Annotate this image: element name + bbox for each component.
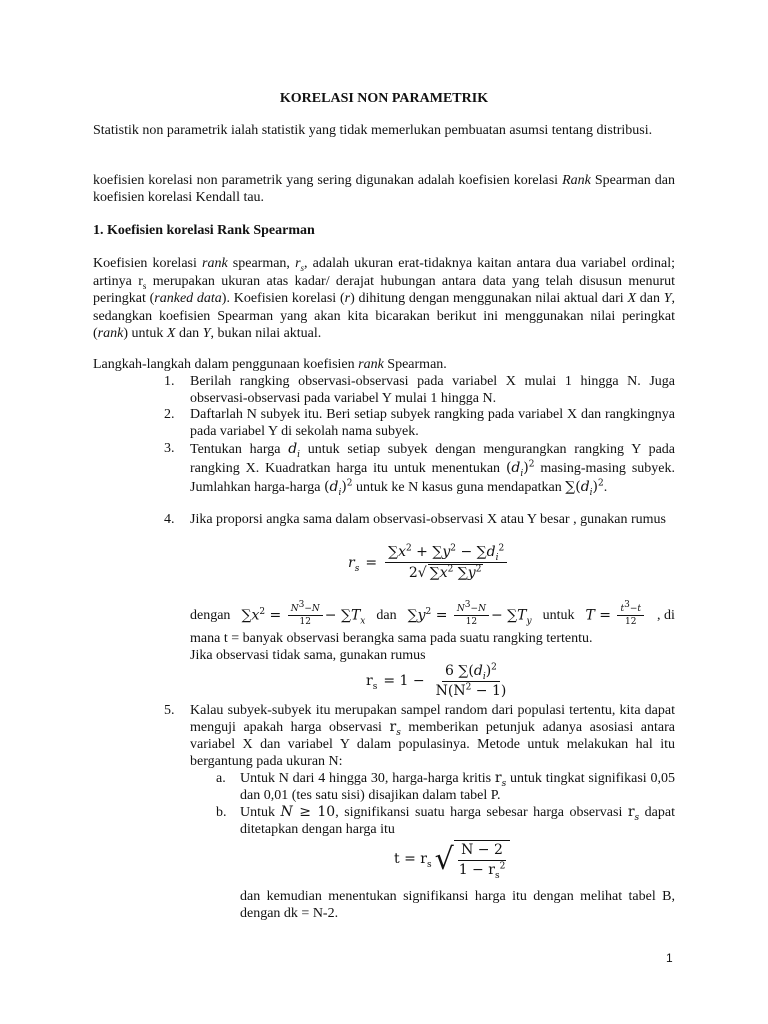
formula-sum-definitions: dengan $\sum x^2$ = $\frac{N^3-N}{12}$ − $\sum T_x$ dan $\sum y^2$ = $\frac{N^3-N}{12}$ − $\sum T_y$ untuk T = $\frac{t^3-t}{12}$ , di: [190, 600, 675, 627]
step-5-conclusion: dan kemudian menentukan signifikansi harga itu dengan melihat tabel B, dengan dk = N-2.: [240, 889, 675, 921]
step-number: 3.: [164, 441, 175, 456]
step-5-text: Kalau subyek-subyek itu merupakan sampel random dari populasi tertentu, kita dapat menguji apakah harga observasi $r_s$ memberikan petunjuk adanya asosiasi antara variabel X dan variabel Y dalam populasinya. Metode untuk melakukan hal itu bergantung pada ukuran N:: [190, 703, 675, 769]
paragraph-definition: Statistik non parametrik ialah statistik yang tidak memerlukan pembuatan asumsi tentang distribusi.: [93, 123, 653, 138]
page-number: 1: [666, 951, 673, 965]
paragraph-coefficients: koefisien korelasi non parametrik yang sering digunakan adalah koefisien korelasi Rank Spearman dan koefisien korelasi Kendall tau.: [93, 173, 675, 205]
step-number: 5.: [164, 703, 175, 718]
substep-label: a.: [216, 771, 226, 786]
substep-b-text: Untuk N ≥ 10, signifikansi suatu harga sebesar harga observasi $r_s$ dapat ditetapkan dengan harga itu: [240, 804, 675, 837]
step-number: 4.: [164, 512, 175, 527]
formula-rs-no-ties: $r_s$ = 1 − $\frac{6 \sum(d_i)^2}{N(N^2 - 1)}$: [366, 662, 507, 699]
substep-a-text: Untuk N dari 4 hingga 30, harga-harga kritis $r_s$ untuk tingkat signifikasi 0,05 dan 0,01 (tes satu sisi) disajikan dalam tabel P.: [240, 770, 675, 803]
step-3-text: Tentukan harga $d_i$ untuk setiap subyek dengan mengurangkan rangking Y pada rangking X. Kuadratkan harga itu untuk menentukan $(d_i)^2$ masing-masing subyek. Jumlahkan harga-harga $(d_i)^2$ untuk ke N kasus guna mendapatkan $\sum(d_i)^2$.: [190, 441, 676, 498]
step-2-text: Daftarlah N subyek itu. Beri setiap subyek rangking pada variabel X dan rangkingnya pada variabel Y di sekolah nama subyek.: [190, 407, 675, 439]
formula-rs-ties: $r_s$ = $\frac{\sum x^2 + \sum y^2 - \sum d_i^2}{2√ \sum x^2 \sum y^2}$: [348, 544, 509, 582]
paragraph-spearman: Koefisien korelasi rank spearman, $r_s$, adalah ukuran erat-tidaknya kaitan antara dua variabel ordinal; artinya $r_s$ merupakan ukuran atas kadar/ derajat hubungan antara data yang telah disusun menurut peringkat (ranked data). Koefisien korelasi (r) dihitung dengan menggunakan nilai aktual dari X dan Y, sedangkan koefisien Spearman yang akan kita bicarakan berikut ini menggunakan nilai peringkat (rank) untuk X dan Y, bukan nilai aktual.: [93, 256, 676, 341]
formula-di: $d_i$: [288, 441, 301, 460]
formula-t-statistic: $t = r_s$ √ $\frac{N - 2}{1 - r_s^2}$: [394, 840, 510, 879]
formula-sum-di-squared: $\sum(d_i)^2$: [565, 478, 604, 498]
step-4-no-ties-note: Jika observasi tidak sama, gunakan rumus: [190, 648, 426, 663]
step-1-text: Berilah rangking observasi-observasi pada variabel X mulai 1 hingga N. Juga observasi-observasi pada variabel Y mulai 1 hingga N.: [190, 374, 675, 406]
document-title: KORELASI NON PARAMETRIK: [279, 91, 489, 106]
formula-di-squared: $(d_i)^2$: [505, 459, 535, 479]
steps-intro: Langkah-langkah dalam penggunaan koefisien rank Spearman.: [93, 357, 447, 372]
step-4-ties-note: mana t = banyak observasi berangka sama pada suatu rangking tertentu.: [190, 631, 593, 646]
substep-label: b.: [216, 805, 227, 820]
step-4-text: Jika proporsi angka sama dalam observasi-observasi X atau Y besar , gunakan rumus: [190, 512, 666, 527]
formula-di-squared: $(d_i)^2$: [324, 478, 353, 498]
step-number: 1.: [164, 374, 175, 389]
section-heading-spearman: 1. Koefisien korelasi Rank Spearman: [93, 223, 315, 238]
step-number: 2.: [164, 407, 175, 422]
